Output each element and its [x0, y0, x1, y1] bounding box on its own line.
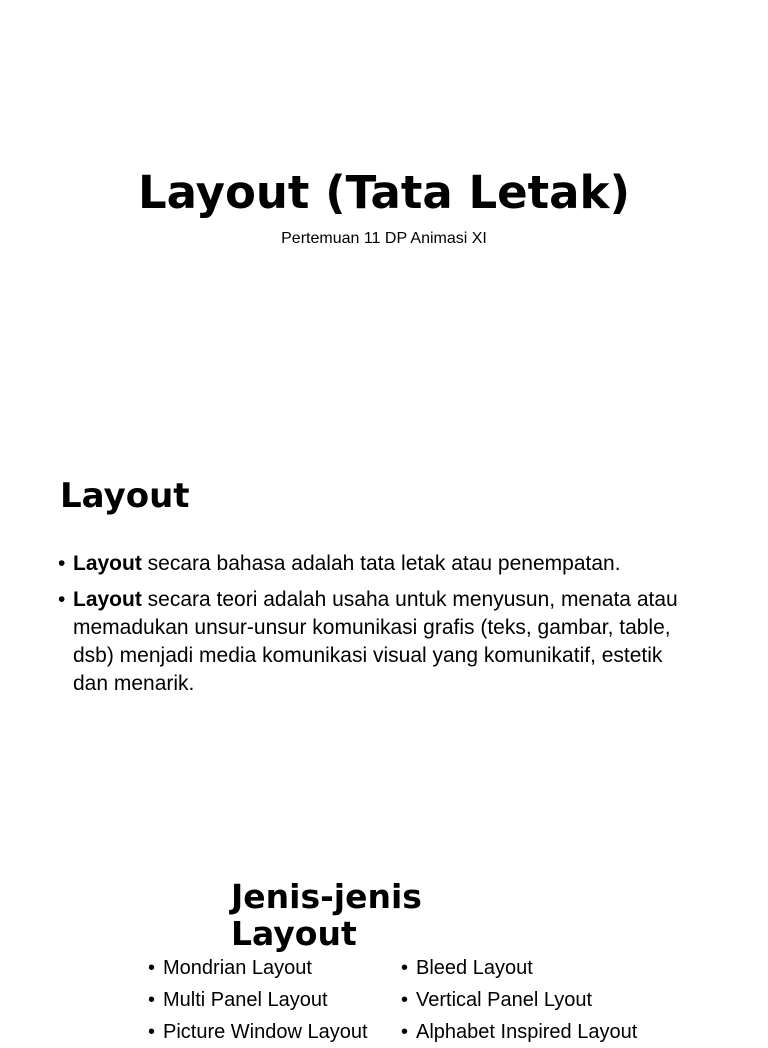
bullet-dot-icon: • [401, 989, 409, 1011]
bullet-item [58, 586, 698, 698]
bullet-dot-icon: • [401, 1021, 409, 1043]
bullet-list [58, 550, 698, 706]
slide-layout-types [0, 840, 768, 1043]
bullet-item [58, 550, 698, 578]
slide-heading: Layout [60, 476, 190, 516]
list-item [401, 952, 637, 984]
bullet-text: secara teori adalah usaha untuk menyusun, menata atau memadukan unsur-unsur komunikasi grafis (teks, gambar, table, dsb) menjadi media komunikasi visual yang komunikatif, estetik dan menarik. [73, 588, 678, 695]
bullet-dot-icon: • [58, 552, 66, 575]
bullet-text: secara bahasa adalah tata letak atau penempatan. [141, 552, 621, 575]
list-item-label: Alphabet Inspired Layout [416, 1021, 638, 1043]
layout-types-right-list [401, 952, 637, 1048]
list-item [401, 984, 637, 1016]
list-item [148, 1016, 368, 1048]
list-item-label: Picture Window Layout [163, 1021, 368, 1043]
bullet-dot-icon: • [148, 989, 156, 1011]
list-item [148, 952, 368, 984]
list-item-label: Mondrian Layout [163, 957, 312, 979]
bullet-dot-icon: • [148, 1021, 156, 1043]
bullet-bold-term: Layout [73, 588, 142, 611]
list-item [148, 984, 368, 1016]
slide-heading: Jenis-jenis Layout [231, 877, 422, 953]
slide-subtitle: Pertemuan 11 DP Animasi XI [281, 230, 487, 247]
list-item [401, 1016, 637, 1048]
bullet-dot-icon: • [401, 957, 409, 979]
bullet-dot-icon: • [58, 588, 66, 611]
layout-types-left-list [148, 952, 368, 1048]
slide-title [0, 0, 768, 440]
list-item-label: Bleed Layout [416, 957, 533, 979]
list-item-label: Multi Panel Layout [163, 989, 328, 1011]
bullet-bold-term: Layout [73, 552, 142, 575]
list-item-label: Vertical Panel Lyout [416, 989, 593, 1011]
slide-title-heading: Layout (Tata Letak) [137, 166, 631, 219]
slide-layout-definition [0, 440, 768, 840]
bullet-dot-icon: • [148, 957, 156, 979]
